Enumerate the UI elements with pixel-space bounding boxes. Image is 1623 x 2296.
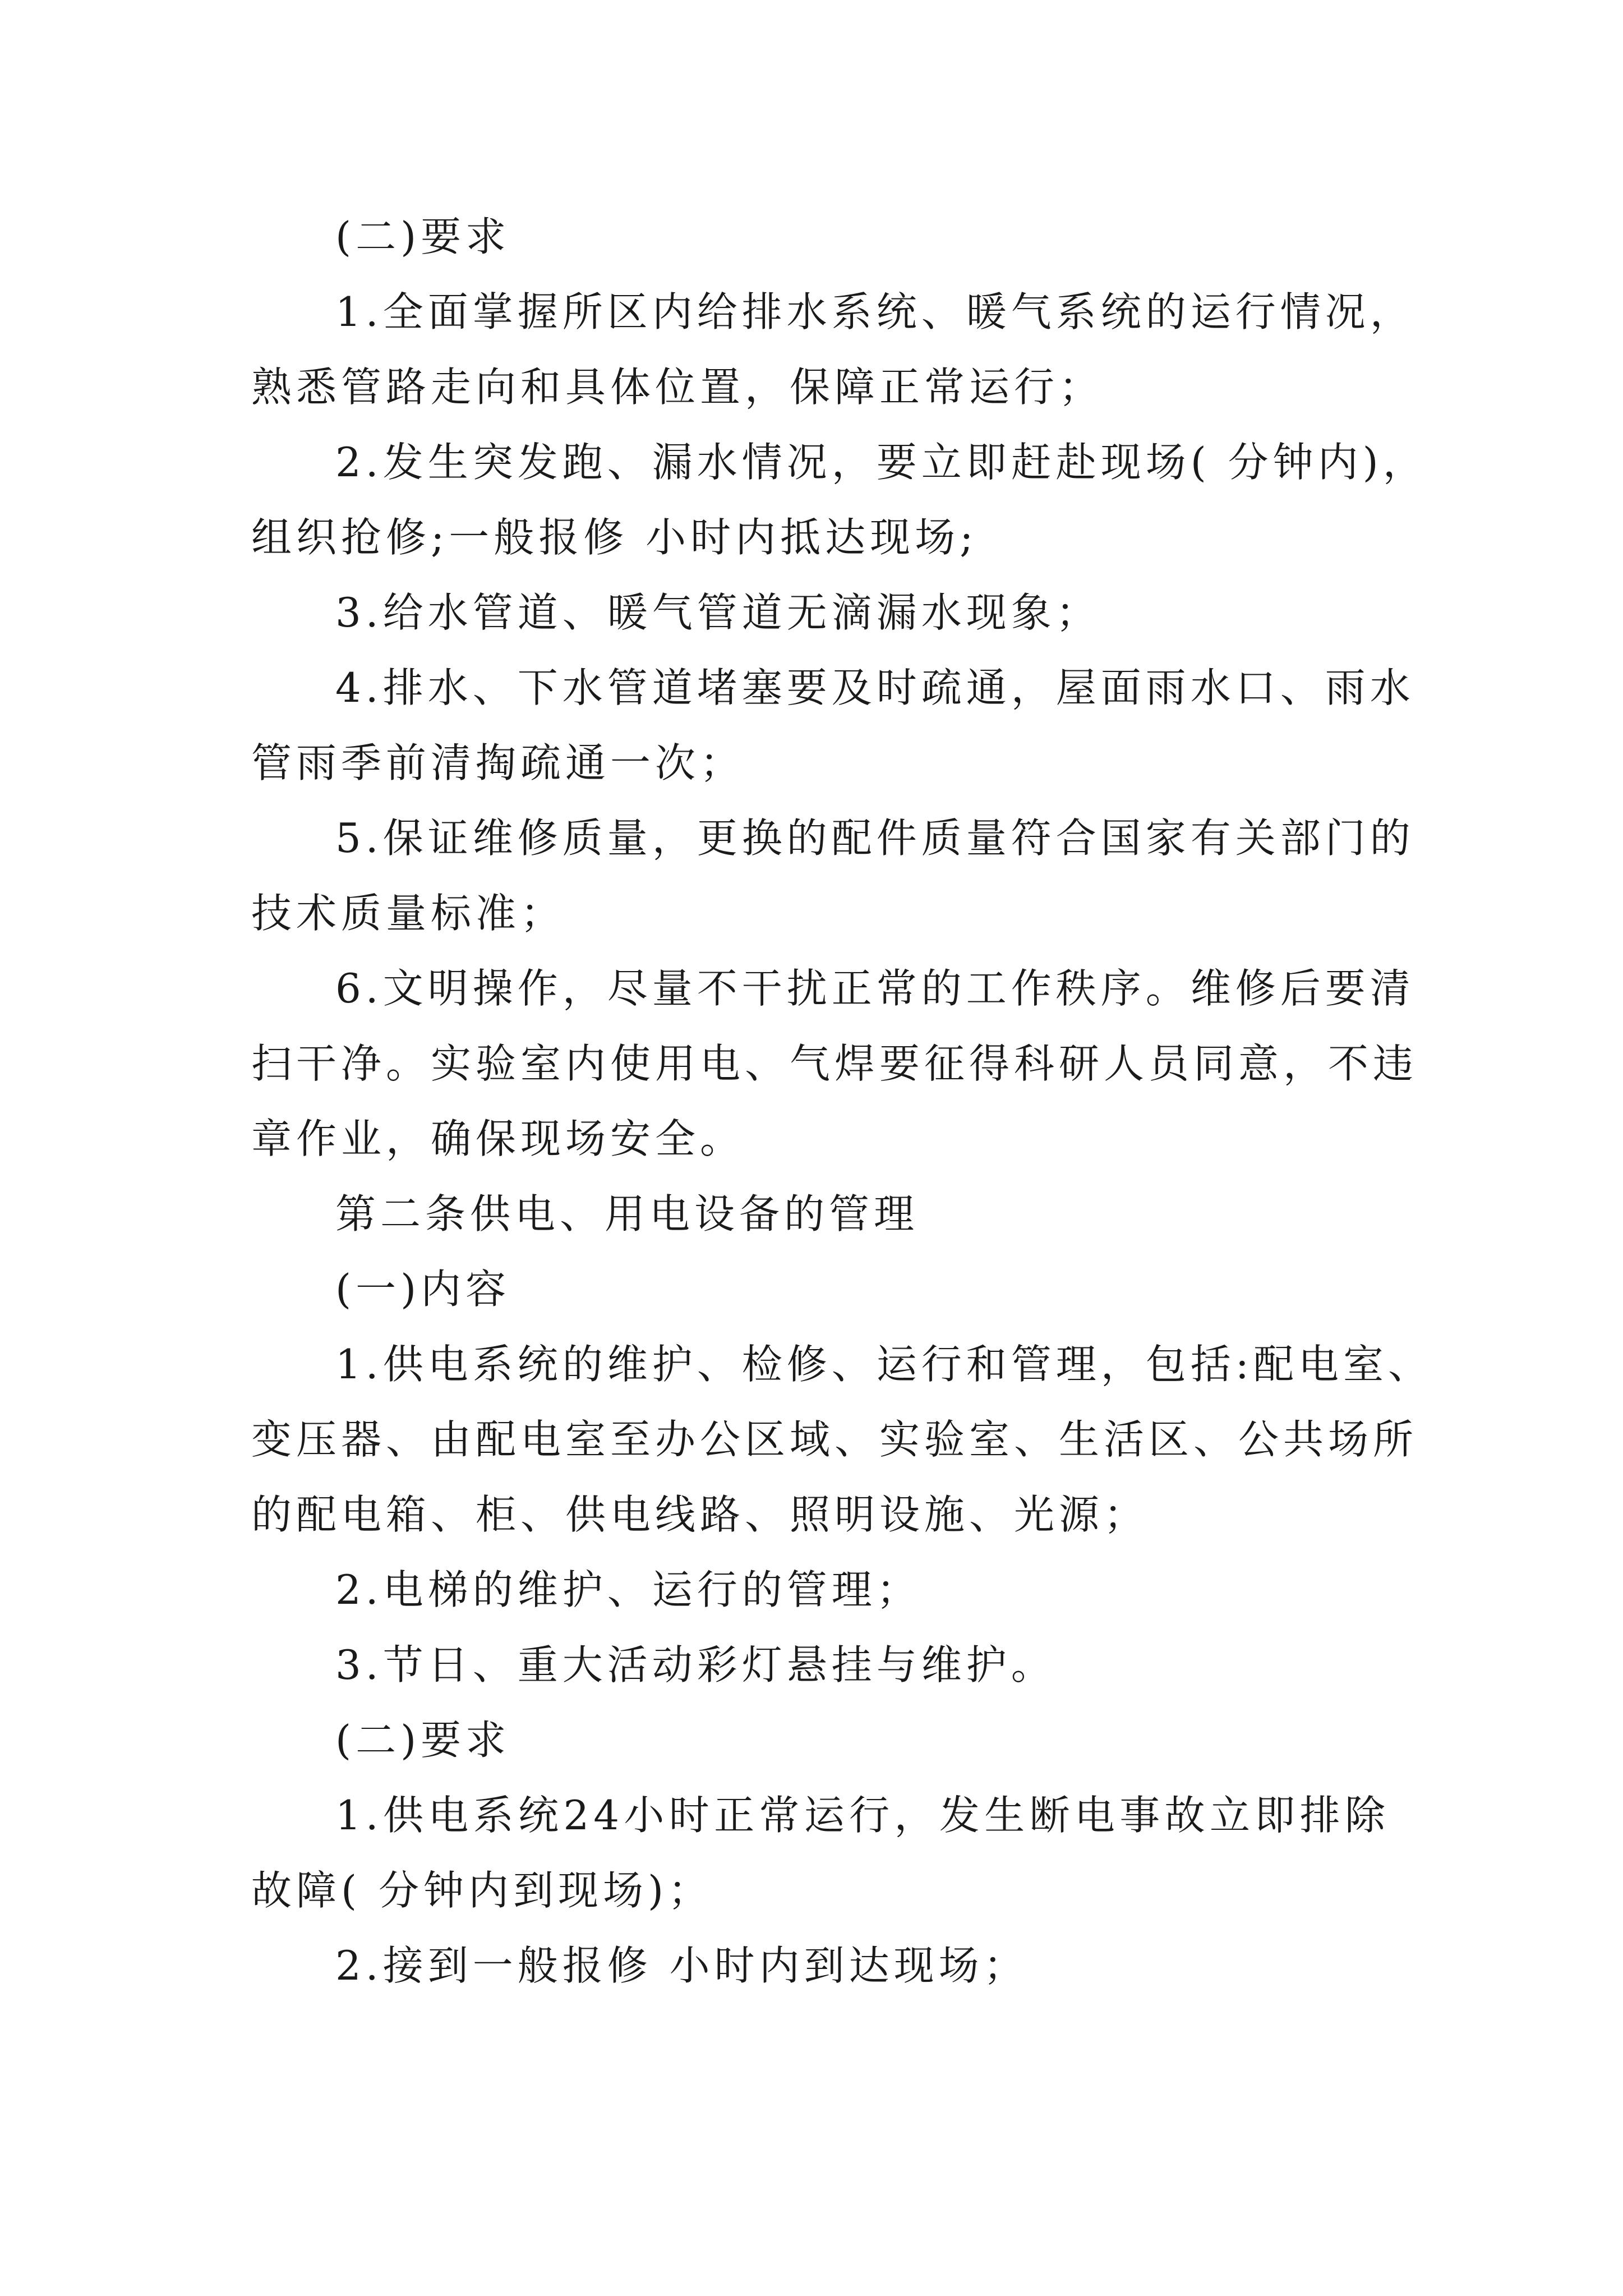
paragraph-line: 扫干净。实验室内使用电、气焊要征得科研人员同意，不违 — [251, 1040, 1418, 1087]
paragraph-line: 故障( 分钟内到现场)； — [251, 1867, 713, 1914]
section-heading: (二)要求 — [335, 1717, 511, 1764]
paragraph-line: 2.电梯的维护、运行的管理； — [335, 1566, 921, 1613]
paragraph-line: 组织抢修;一般报修 小时内抵达现场; — [251, 514, 978, 561]
paragraph-line: 5.保证维修质量，更换的配件质量符合国家有关部门的 — [335, 815, 1415, 862]
paragraph-line: 章作业，确保现场安全。 — [251, 1115, 745, 1162]
paragraph-line: 技术质量标准； — [251, 890, 566, 937]
paragraph-line: 2.发生突发跑、漏水情况，要立即赶赴现场( 分钟内)， — [335, 439, 1428, 486]
paragraph-line: 熟悉管路走向和具体位置，保障正常运行； — [251, 364, 1104, 411]
paragraph-line: 1.供电系统的维护、检修、运行和管理，包括:配电室、 — [335, 1341, 1433, 1388]
paragraph-line: 变压器、由配电室至办公区域、实验室、生活区、公共场所 — [251, 1416, 1418, 1463]
paragraph-line: 2.接到一般报修 小时内到达现场； — [335, 1942, 1029, 1989]
article-heading: 第二条供电、用电设备的管理 — [335, 1190, 919, 1237]
paragraph-line: 的配电箱、柜、供电线路、照明设施、光源； — [251, 1491, 1149, 1538]
paragraph-line: 3.节日、重大活动彩灯悬挂与维护。 — [335, 1641, 1056, 1688]
paragraph-line: 4.排水、下水管道堵塞要及时疏通，屋面雨水口、雨水 — [335, 664, 1415, 711]
section-heading: (一)内容 — [335, 1266, 511, 1313]
section-heading: (二)要求 — [335, 213, 511, 260]
paragraph-line: 1.全面掌握所区内给排水系统、暖气系统的运行情况， — [335, 288, 1415, 335]
paragraph-line: 管雨季前清掏疏通一次； — [251, 739, 745, 786]
paragraph-line: 6.文明操作，尽量不干扰正常的工作秩序。维修后要清 — [335, 965, 1415, 1012]
paragraph-line: 1.供电系统24小时正常运行，发生断电事故立即排除 — [335, 1792, 1390, 1839]
paragraph-line: 3.给水管道、暖气管道无滴漏水现象； — [335, 589, 1101, 636]
document-body — [251, 199, 1433, 2003]
